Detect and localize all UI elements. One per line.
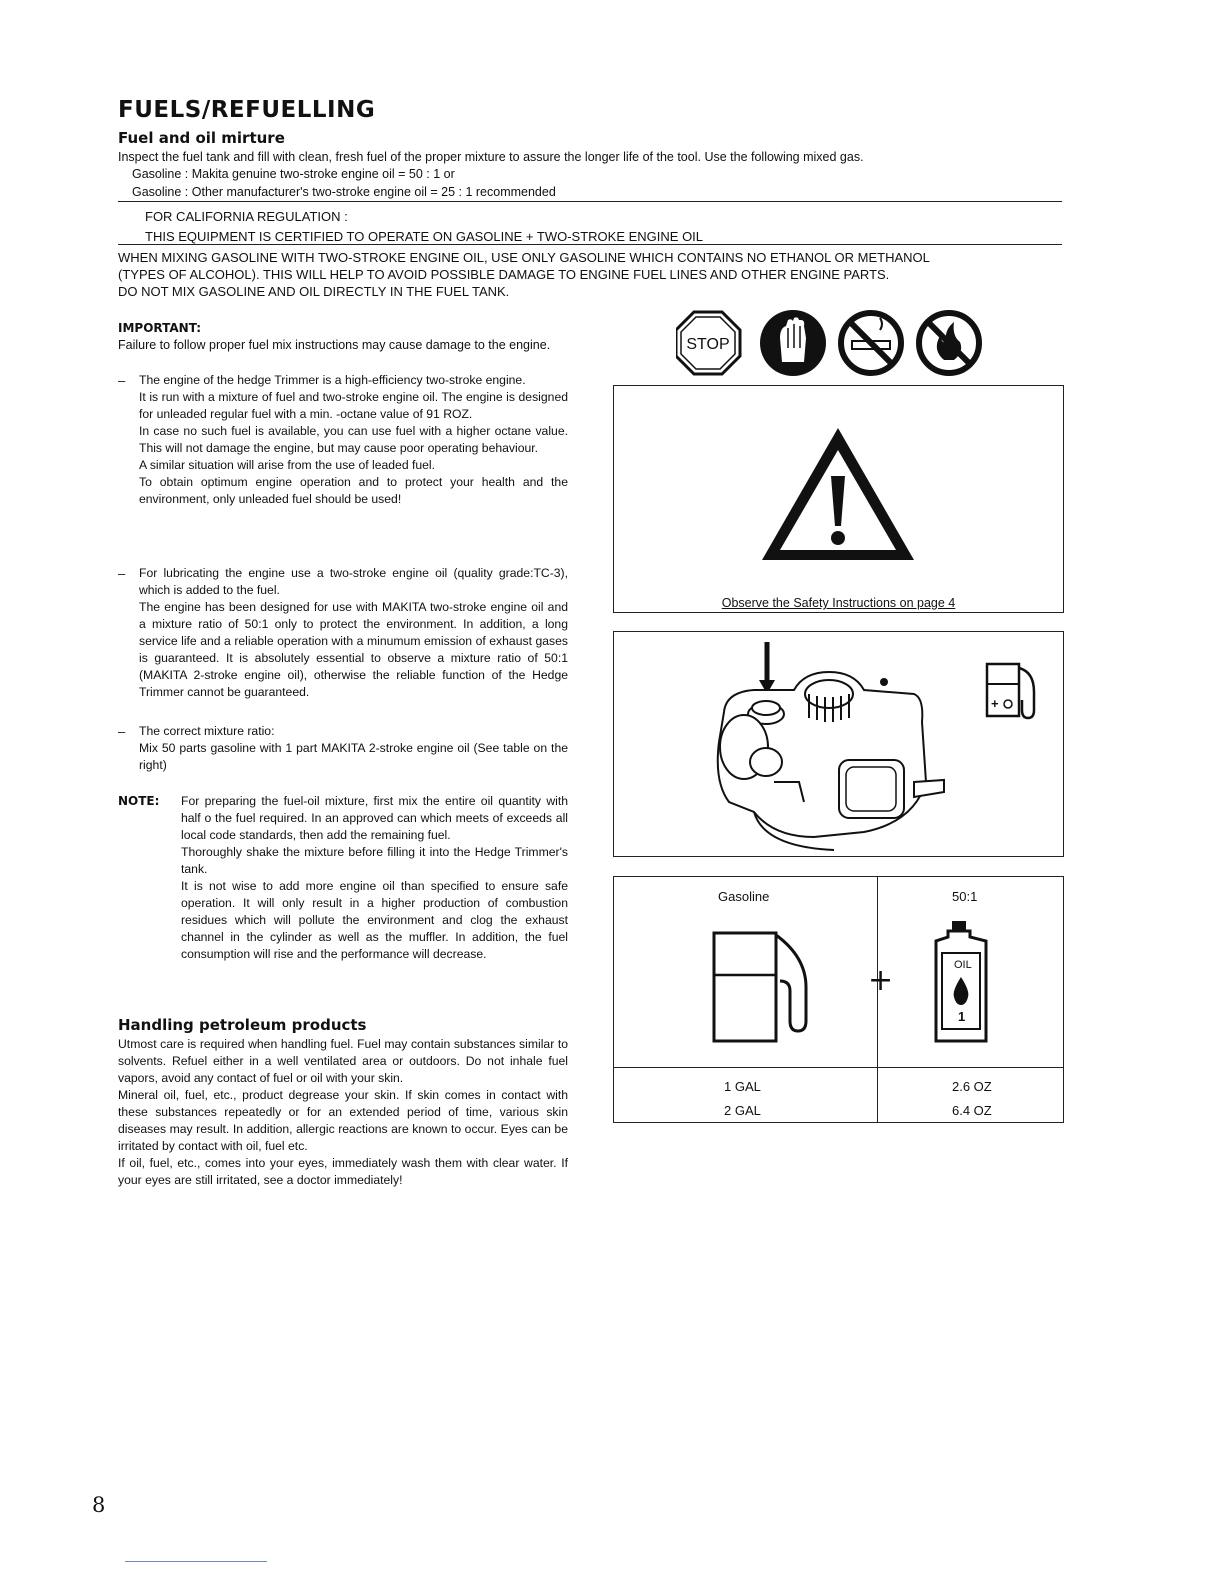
paragraph: In case no such fuel is available, you can use fuel with a higher octane value. This will not damage the engine, but may cause poor operating behaviour. — [139, 424, 568, 455]
stop-icon-text: STOP — [686, 336, 730, 353]
table-cell-oil: 6.4 OZ — [952, 1103, 992, 1118]
paragraph: A similar situation will arise from the use of leaded fuel. — [139, 458, 436, 472]
paragraph: Thoroughly shake the mixture before filling it into the Hedge Trimmer's tank. — [181, 845, 568, 876]
paragraph: Mineral oil, fuel, etc., product degrease your skin. If skin comes in contact with these substances repeatedly or for an extended period of time, various skin diseases may result. In addition, allergic reactions are known to occur. Eyes can be irritated by contact with oil, fuel etc. — [118, 1088, 568, 1153]
plus-sign: + — [868, 963, 894, 998]
intro-text: Inspect the fuel tank and fill with clean, fresh fuel of the proper mixture to assure the longer life of the tool. Use the following mixed gas. — [118, 150, 864, 164]
paragraph: To obtain optimum engine operation and to protect your health and the environment, only unleaded fuel should be used! — [139, 475, 568, 506]
california-text: THIS EQUIPMENT IS CERTIFIED TO OPERATE ON GASOLINE + TWO-STROKE ENGINE OIL — [145, 229, 704, 244]
safety-caption: Observe the Safety Instructions on page 4 — [721, 596, 956, 610]
ratio-header: 50:1 — [952, 889, 978, 904]
warning-line-3: DO NOT MIX GASOLINE AND OIL DIRECTLY IN THE FUEL TANK. — [118, 284, 510, 299]
table-cell-gasoline: 2 GAL — [724, 1103, 761, 1118]
bullet-dash: – — [118, 566, 126, 581]
mixture-ratio-makita: Gasoline : Makita genuine two-stroke engine oil = 50 : 1 or — [132, 167, 455, 181]
important-label: IMPORTANT: — [118, 321, 202, 335]
handling-text — [118, 1036, 568, 1189]
paragraph: Utmost care is required when handling fuel. Fuel may contain substances similar to solvents. Refuel either in a well ventilated area or outdoors. Do not inhale fuel vapors, avoid any contact of fuel or oil with your skin. — [118, 1037, 568, 1085]
paragraph: It is run with a mixture of fuel and two-stroke engine oil. The engine is designed for unleaded regular fuel with a min. -octane value of 91 ROZ. — [139, 390, 568, 421]
mixing-ratio-table — [613, 876, 1064, 1123]
paragraph: The engine has been designed for use with MAKITA two-stroke engine oil and a mixture ratio of 50:1 only to protect the environment. In addition, a long service life and a reliable operation with a minumum emission of exhaust gases is guaranteed. It is absolutely essential to observe a mixture ratio of 50:1 (MAKITA 2-stroke engine oil), otherwise the reliable function of the Hedge Trimmer cannot be guaranteed. — [139, 600, 568, 699]
warning-line-1: WHEN MIXING GASOLINE WITH TWO-STROKE ENGINE OIL, USE ONLY GASOLINE WHICH CONTAINS NO ETHANOL OR METHANOL — [118, 250, 930, 265]
paragraph: If oil, fuel, etc., comes into your eyes, immediately wash them with clear water. If your eyes are still irritated, see a doctor immediately! — [118, 1156, 568, 1187]
safety-icons-row — [676, 308, 986, 378]
engine-illustration — [614, 632, 1063, 856]
paragraph: For lubricating the engine use a two-stroke engine oil (quality grade:TC-3), which is added to the fuel. — [139, 566, 568, 597]
page-number: 8 — [92, 1493, 106, 1517]
gloves-icon — [760, 310, 826, 376]
engine-refuel-illustration-box — [613, 631, 1064, 857]
handling-heading: Handling petroleum products — [118, 1016, 367, 1034]
footer-rule — [125, 1561, 267, 1562]
paragraph: For preparing the fuel-oil mixture, first mix the entire oil quantity with half o the fuel required. In an approved can which meets of exceeds all local code standards, then add the remaining fuel. — [181, 794, 568, 842]
table-row-divider — [614, 1067, 1063, 1068]
bullet-dash: – — [118, 373, 126, 388]
warning-triangle-icon — [758, 424, 918, 564]
paragraph: The correct mixture ratio: — [139, 724, 275, 738]
fuel-pump-icon — [710, 927, 830, 1047]
note-text — [181, 793, 568, 963]
table-cell-oil: 2.6 OZ — [952, 1079, 992, 1094]
no-open-flame-icon — [919, 313, 979, 373]
table-cell-gasoline: 1 GAL — [724, 1079, 761, 1094]
california-label: FOR CALIFORNIA REGULATION : — [145, 209, 348, 224]
important-text: Failure to follow proper fuel mix instructions may cause damage to the engine. — [118, 338, 551, 352]
divider — [118, 201, 1062, 202]
paragraph: Mix 50 parts gasoline with 1 part MAKITA 2-stroke engine oil (See table on the right) — [139, 741, 568, 772]
oil-bottle-icon — [926, 917, 996, 1047]
fuel-oil-mixture-heading: Fuel and oil mirture — [118, 129, 285, 147]
bullet-lubrication — [139, 565, 568, 701]
safety-warning-box — [613, 385, 1064, 613]
oil-label: OIL — [954, 959, 972, 971]
fuel-pump-icon — [987, 664, 1034, 718]
page-title: FUELS/REFUELLING — [118, 97, 376, 123]
bullet-engine-type — [139, 372, 568, 508]
paragraph: It is not wise to add more engine oil than specified to ensure safe operation. It will only result in a higher production of combustion residues which will pollute the environment and clog the exhaust channel in the cylinder as well as the muffler. In addition, the fuel consumption will rise and the performance will decrease. — [181, 879, 568, 961]
mixture-ratio-other: Gasoline : Other manufacturer's two-stroke engine oil = 25 : 1 recommended — [132, 185, 556, 199]
svg-text:+: + — [991, 696, 999, 711]
note-label: NOTE: — [118, 794, 160, 808]
gasoline-header: Gasoline — [718, 889, 770, 904]
bullet-mixture-ratio — [139, 723, 568, 774]
oil-number: 1 — [958, 1009, 966, 1024]
no-smoking-icon — [841, 313, 901, 373]
divider — [118, 244, 1062, 245]
stop-icon — [676, 312, 740, 374]
paragraph: The engine of the hedge Trimmer is a high-efficiency two-stroke engine. — [139, 373, 526, 387]
bullet-dash: – — [118, 724, 126, 739]
table-column-divider — [877, 877, 878, 1122]
warning-line-2: (TYPES OF ALCOHOL). THIS WILL HELP TO AVOID POSSIBLE DAMAGE TO ENGINE FUEL LINES AND OTHER ENGINE PARTS. — [118, 267, 890, 282]
